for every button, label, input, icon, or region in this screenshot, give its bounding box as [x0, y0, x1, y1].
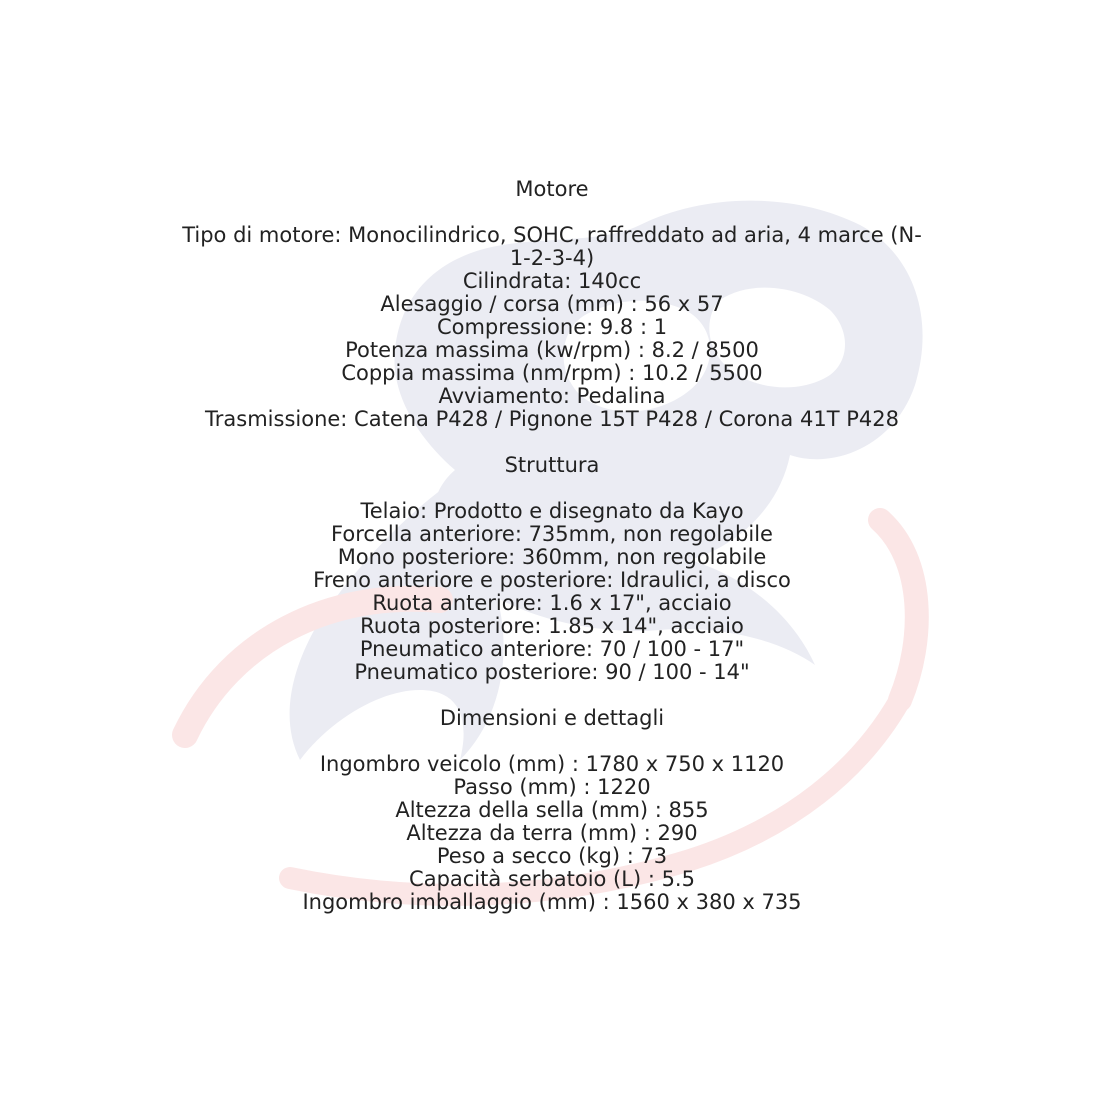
spec-line: Ruota posteriore: 1.85 x 14", acciaio	[360, 614, 744, 638]
spec-line: Cilindrata: 140cc	[462, 269, 642, 293]
spec-line: Coppia massima (nm/rpm) : 10.2 / 5500	[341, 361, 763, 385]
spec-line: Altezza della sella (mm) : 855	[395, 798, 709, 822]
section-struttura	[176, 454, 928, 684]
spec-line: Freno anteriore e posteriore: Idraulici, a disco	[313, 568, 791, 592]
spec-line: Peso a secco (kg) : 73	[436, 844, 668, 868]
section-title-dimensioni: Dimensioni e dettagli	[439, 706, 665, 730]
spec-line: Ingombro veicolo (mm) : 1780 x 750 x 1120	[319, 752, 785, 776]
spec-line: Telaio: Prodotto e disegnato da Kayo	[360, 499, 744, 523]
spec-line: Avviamento: Pedalina	[438, 384, 666, 408]
spec-line: Trasmissione: Catena P428 / Pignone 15T P428 / Corona 41T P428	[205, 407, 899, 431]
spec-line: Ingombro imballaggio (mm) : 1560 x 380 x 735	[302, 890, 802, 914]
spec-line: Ruota anteriore: 1.6 x 17", acciaio	[372, 591, 732, 615]
section-title-motore: Motore	[515, 177, 589, 201]
spec-line: Compressione: 9.8 : 1	[436, 315, 668, 339]
spec-line: Alesaggio / corsa (mm) : 56 x 57	[380, 292, 724, 316]
section-motore	[176, 178, 928, 431]
section-dimensioni	[176, 707, 928, 914]
spec-line: Mono posteriore: 360mm, non regolabile	[337, 545, 767, 569]
spec-line: Altezza da terra (mm) : 290	[406, 821, 698, 845]
spec-line: Forcella anteriore: 735mm, non regolabile	[331, 522, 773, 546]
spec-sheet	[176, 178, 928, 937]
spec-line: Passo (mm) : 1220	[453, 775, 651, 799]
spec-line: Capacità serbatoio (L) : 5.5	[409, 867, 695, 891]
spec-line: Tipo di motore: Monocilindrico, SOHC, raffreddato ad aria, 4 marce (N-1-2-3-4)	[182, 223, 922, 270]
spec-line: Potenza massima (kw/rpm) : 8.2 / 8500	[345, 338, 759, 362]
spec-line: Pneumatico anteriore: 70 / 100 - 17"	[359, 637, 745, 661]
spec-line: Pneumatico posteriore: 90 / 100 - 14"	[354, 660, 750, 684]
section-title-struttura: Struttura	[504, 453, 600, 477]
